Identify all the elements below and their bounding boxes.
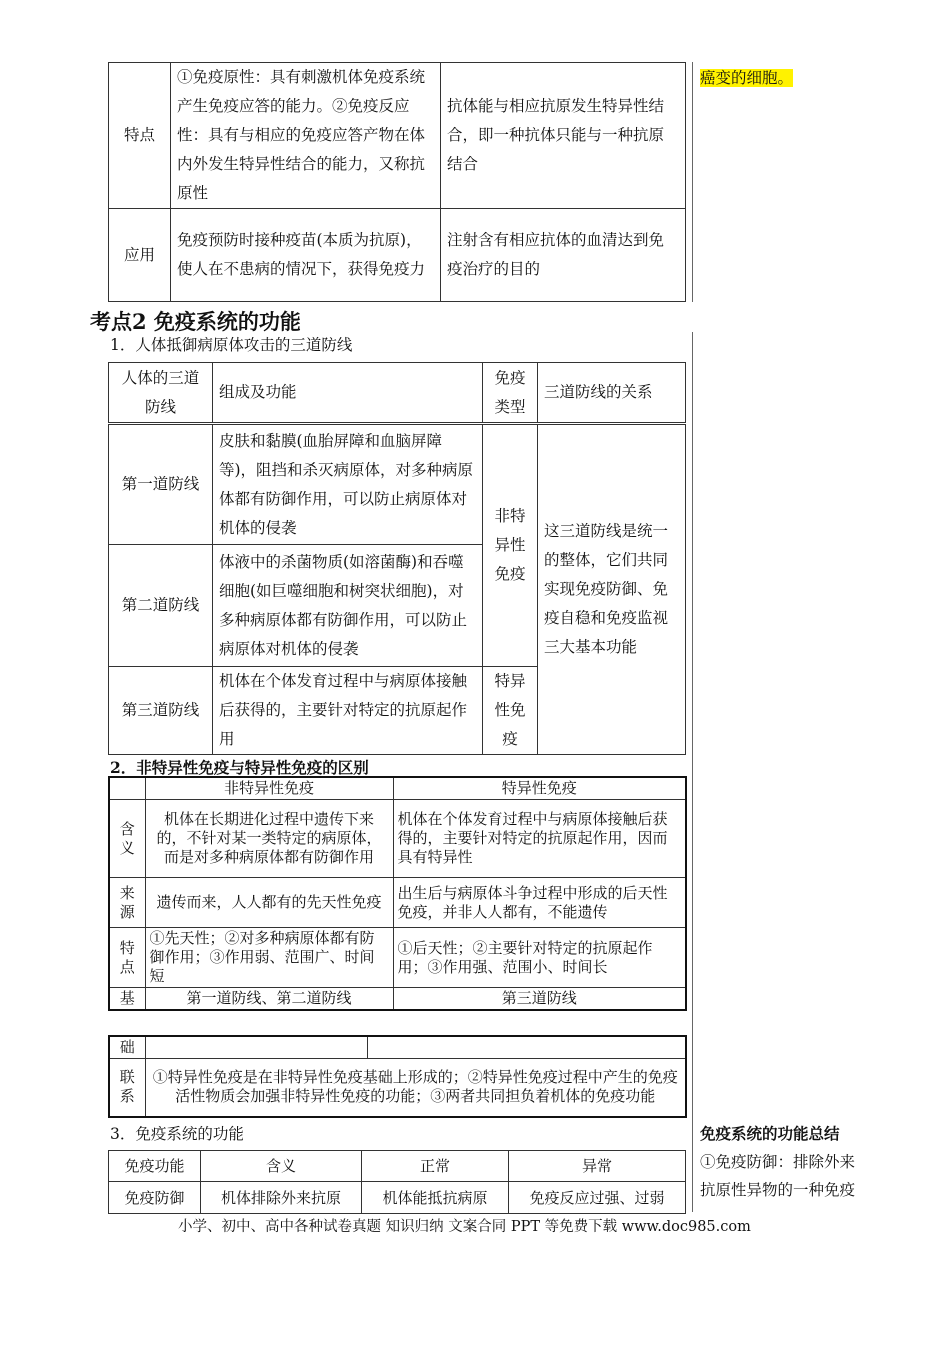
antigen-antibody-table — [108, 62, 686, 302]
row-label: 联系 — [109, 1059, 145, 1117]
defense-line-desc: 机体在个体发育过程中与病原体接触后获得的，主要针对特定的抗原起作用 — [213, 667, 483, 755]
highlighted-text: 癌变的细胞。 — [700, 69, 794, 87]
table-cell: 机体在长期进化过程中遗传下来的，不针对某一类特定的病原体，而是对多种病原体都有防御作用 — [145, 800, 393, 878]
subsection-title: 2．非特异性免疫与特异性免疫的区别 — [110, 758, 369, 777]
header-cell: 非特异性免疫 — [145, 777, 393, 800]
table-cell: 免疫防御 — [109, 1182, 201, 1214]
row-label: 应用 — [109, 209, 171, 302]
immunity-type: 特异性免疫 — [483, 667, 538, 755]
table-cell: 免疫预防时接种疫苗(本质为抗原)，使人在不患病的情况下，获得免疫力 — [171, 209, 441, 302]
margin-rule-main — [692, 332, 693, 1212]
table-cell: ①先天性；②对多种病原体都有防御作用；③作用弱、范围广、时间短 — [145, 928, 393, 988]
table-cell: ①免疫原性：具有刺激机体免疫系统产生免疫应答的能力。②免疫反应性：具有与相应的免疫应答产物在体内外发生特异性结合的能力，又称抗原性 — [171, 63, 441, 209]
row-label: 基 — [109, 988, 145, 1011]
row-label: 含义 — [109, 800, 145, 878]
table-cell: ①特异性免疫是在非特异性免疫基础上形成的；②特异性免疫过程中产生的免疫活性物质会加强非特异性免疫的功能；③两者共同担负着机体的免疫功能 — [145, 1059, 686, 1117]
margin-rule-top — [692, 62, 693, 302]
table-cell: 第三道防线 — [393, 988, 686, 1011]
table-row — [109, 425, 686, 545]
immunity-type: 非特异性免疫 — [483, 425, 538, 667]
row-label: 特点 — [109, 928, 145, 988]
table-cell: 注射含有相应抗体的血清达到免疫治疗的目的 — [441, 209, 686, 302]
defense-line-desc: 体液中的杀菌物质(如溶菌酶)和吞噬细胞(如巨噬细胞和树突状细胞)，对多种病原体都有防御作用，可以防止病原体对机体的侵袭 — [213, 545, 483, 667]
table-row — [109, 209, 686, 302]
header-cell: 特异性免疫 — [393, 777, 686, 800]
table-row — [109, 1182, 686, 1214]
defense-line-name: 第二道防线 — [109, 545, 213, 667]
three-defense-lines-table — [108, 362, 686, 755]
header-cell: 异常 — [509, 1151, 686, 1182]
defense-line-desc: 皮肤和黏膜(血胎屏障和血脑屏障等)，阻挡和杀灭病原体，对多种病原体都有防御作用，可以防止病原体对机体的侵袭 — [213, 425, 483, 545]
table-header-row — [109, 363, 686, 423]
table-cell: 机体在个体发育过程中与病原体接触后获得的，主要针对特定的抗原起作用，因而具有特异性 — [393, 800, 686, 878]
side-summary-line: ①免疫防御：排除外来 — [700, 1153, 856, 1171]
immune-function-table — [108, 1150, 686, 1214]
table-cell: 抗体能与相应抗原发生特异性结合，即一种抗体只能与一种抗原结合 — [441, 63, 686, 209]
header-cell: 免疫功能 — [109, 1151, 201, 1182]
row-label: 特点 — [109, 63, 171, 209]
table-cell: 出生后与病原体斗争过程中形成的后天性免疫，并非人人都有，不能遗传 — [393, 878, 686, 928]
subsection-title: 1．人体抵御病原体攻击的三道防线 — [110, 336, 353, 354]
defense-line-name: 第一道防线 — [109, 425, 213, 545]
table-header-row — [109, 1151, 686, 1182]
table-row — [109, 878, 686, 928]
header-cell: 人体的三道防线 — [109, 363, 213, 423]
immunity-comparison-table — [108, 776, 687, 1011]
relation-cell: 这三道防线是统一的整体，它们共同实现免疫防御、免疫自稳和免疫监视三大基本功能 — [538, 425, 686, 755]
subsection-title: 3．免疫系统的功能 — [110, 1125, 244, 1143]
table-cell: 遗传而来，人人都有的先天性免疫 — [145, 878, 393, 928]
header-cell: 含义 — [201, 1151, 362, 1182]
table-row — [109, 800, 686, 878]
header-cell: 组成及功能 — [213, 363, 483, 423]
table-cell: 机体排除外来抗原 — [201, 1182, 362, 1214]
side-summary-title: 免疫系统的功能总结 — [700, 1124, 840, 1143]
row-label: 来源 — [109, 878, 145, 928]
table-row — [109, 988, 686, 1011]
table-header-row — [109, 777, 686, 800]
table-cell: 免疫反应过强、过弱 — [509, 1182, 686, 1214]
side-note-top — [700, 66, 793, 88]
header-cell: 正常 — [362, 1151, 509, 1182]
side-summary-line: 抗原性异物的一种免疫 — [700, 1181, 856, 1199]
table-row — [109, 63, 686, 209]
table-cell: 机体能抵抗病原 — [362, 1182, 509, 1214]
page-footer: 小学、初中、高中各种试卷真题 知识归纳 文案合同 PPT 等免费下载 www.doc985.com — [178, 1219, 751, 1235]
table-cell: ①后天性；②主要针对特定的抗原起作用；③作用强、范围小、时间长 — [393, 928, 686, 988]
table-cell: 第一道防线、第二道防线 — [145, 988, 393, 1011]
section-title: 考点2 免疫系统的功能 — [90, 309, 301, 334]
defense-line-name: 第三道防线 — [109, 667, 213, 755]
table-row — [109, 1036, 686, 1059]
table-row — [109, 928, 686, 988]
header-cell: 三道防线的关系 — [538, 363, 686, 423]
row-label: 础 — [109, 1036, 145, 1059]
header-cell: 免疫类型 — [483, 363, 538, 423]
immunity-comparison-table-continued — [108, 1035, 687, 1118]
table-row — [109, 1059, 686, 1117]
